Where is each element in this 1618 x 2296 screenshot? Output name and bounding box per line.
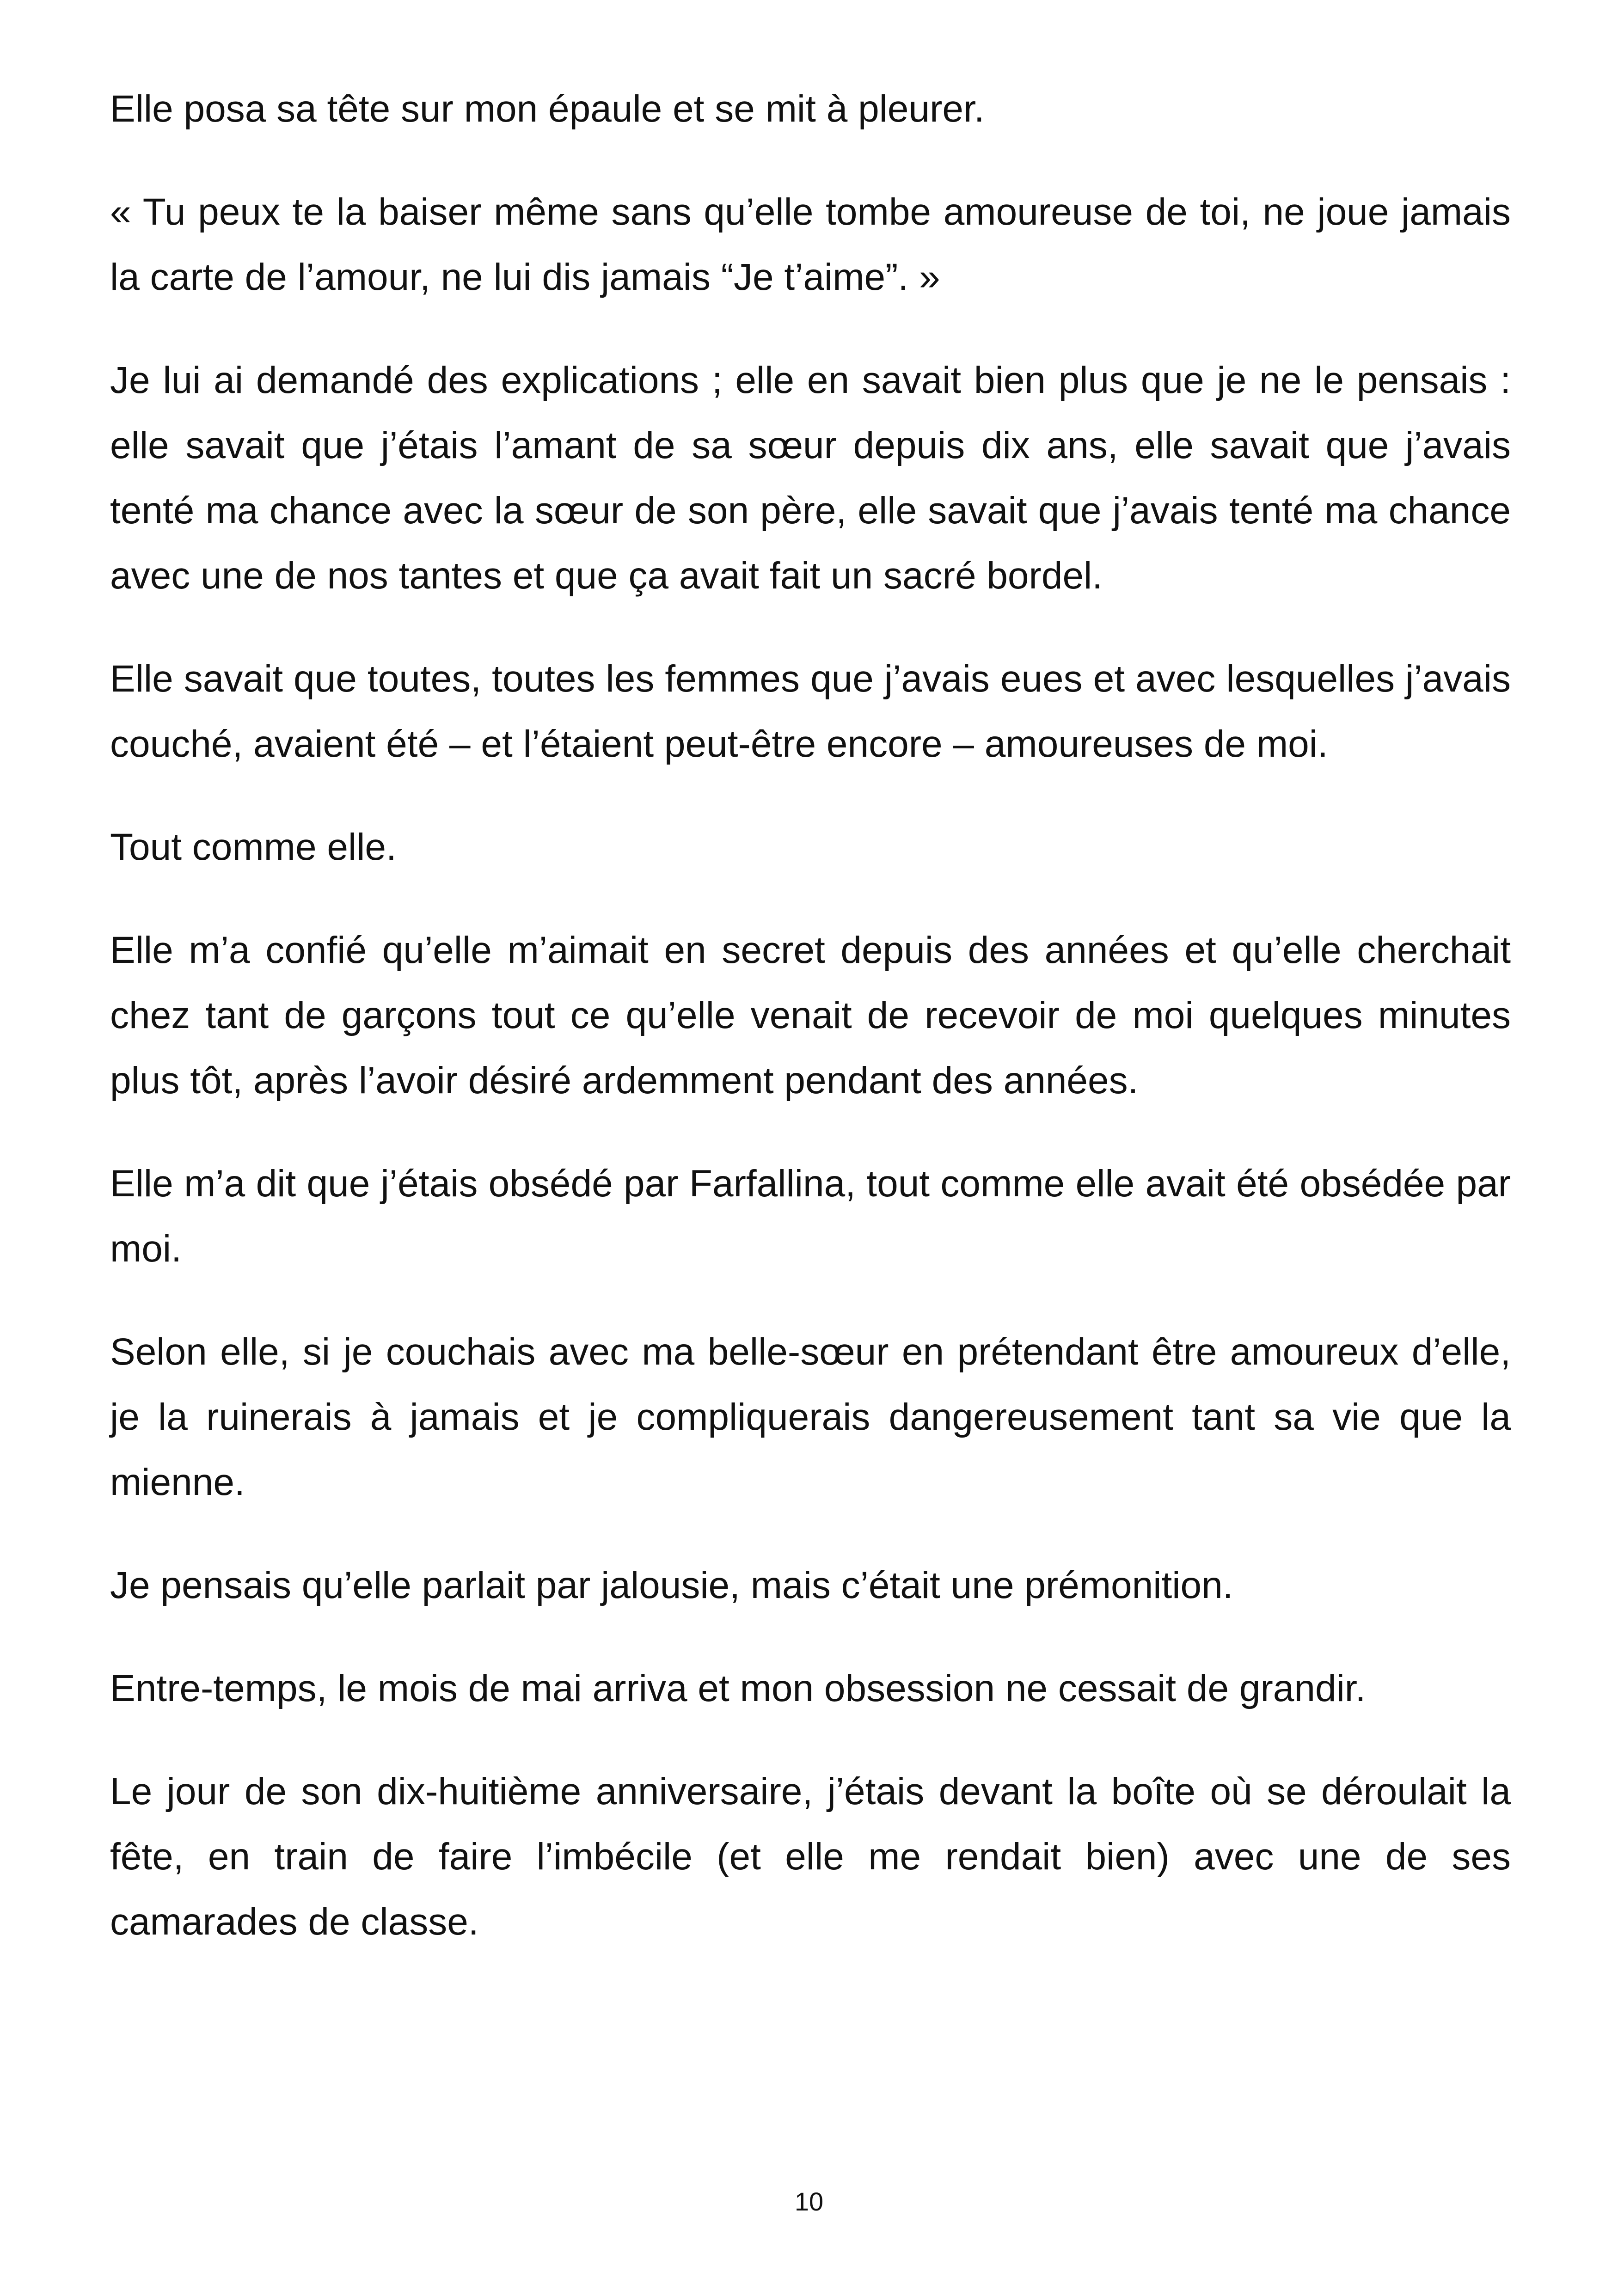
paragraph: Elle posa sa tête sur mon épaule et se mit à pleurer.: [110, 88, 985, 130]
paragraph: Tout comme elle.: [110, 826, 397, 868]
paragraph: Je pensais qu’elle parlait par jalousie, mais c’était une prémonition.: [110, 1564, 1233, 1606]
paragraph: Selon elle, si je couchais avec ma belle-sœur en prétendant être amoureux d’elle, je la ruinerais à jamais et je compliquerais dangereusement tant sa vie que la mienne.: [110, 1331, 1511, 1503]
paragraph: Elle m’a confié qu’elle m’aimait en secret depuis des années et qu’elle cherchait chez tant de garçons tout ce qu’elle venait de recevoir de moi quelques minutes plus tôt, après l’avoir désiré ardemment pendant des années.: [110, 929, 1511, 1102]
paragraph: Le jour de son dix-huitième anniversaire, j’étais devant la boîte où se déroulait la fête, en train de faire l’imbécile (et elle me rendait bien) avec une de ses camarades de classe.: [110, 1770, 1511, 1943]
page-number: 10: [794, 2187, 824, 2216]
paragraph: Elle m’a dit que j’étais obsédé par Farfallina, tout comme elle avait été obsédée par moi.: [110, 1163, 1511, 1270]
paragraph: Elle savait que toutes, toutes les femmes que j’avais eues et avec lesquelles j’avais couché, avaient été – et l’étaient peut-être encore – amoureuses de moi.: [110, 658, 1511, 765]
body-text: [110, 76, 1511, 1954]
paragraph: Entre-temps, le mois de mai arriva et mon obsession ne cessait de grandir.: [110, 1667, 1366, 1709]
paragraph: Je lui ai demandé des explications ; elle en savait bien plus que je ne le pensais : elle savait que j’étais l’amant de sa sœur depuis dix ans, elle savait que j’avais tenté ma chance avec la sœur de son père, elle savait que j’avais tenté ma chance avec une de nos tantes et que ça avait fait un sacré bordel.: [110, 359, 1511, 597]
paragraph: « Tu peux te la baiser même sans qu’elle tombe amoureuse de toi, ne joue jamais la carte de l’amour, ne lui dis jamais “Je t’aime”. »: [110, 191, 1511, 298]
